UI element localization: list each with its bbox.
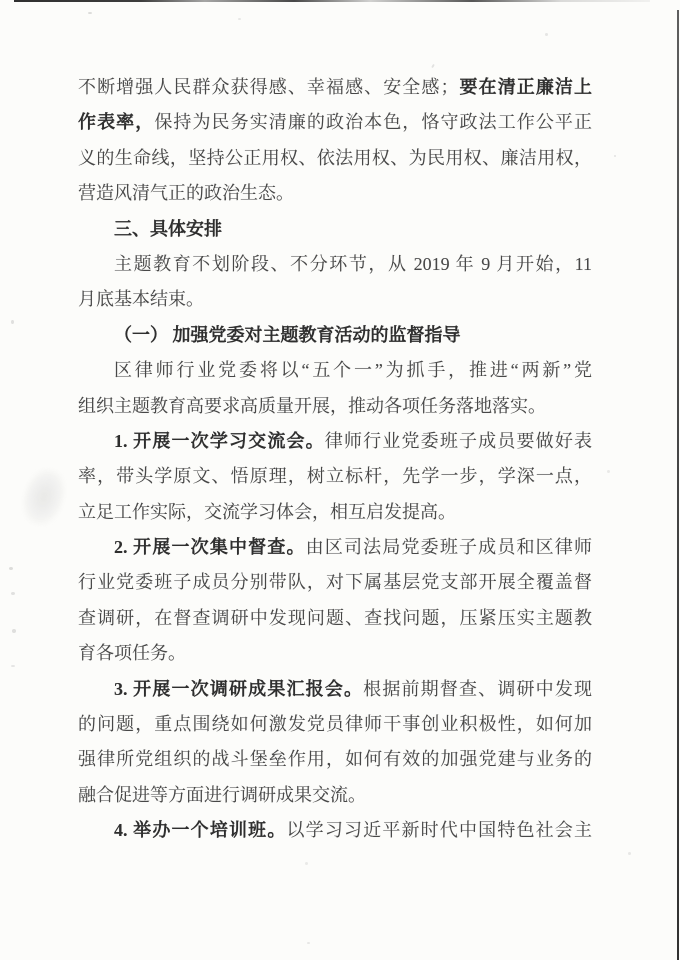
text-line — [78, 742, 592, 777]
scan-speck — [431, 64, 435, 68]
text-run: 行业党委班子成员分别带队，对下属基层党支部开展全覆盖督 — [78, 572, 592, 593]
scan-edge-top-artifact — [14, 0, 650, 2]
text-run: 根据前期督查、调研中发现 — [363, 678, 593, 699]
text-run: 强律所党组织的战斗堡垒作用，如何有效的加强党建与业务的 — [78, 749, 592, 770]
text-run: 义的生命线，坚持公正用权、依法用权、为民用权、廉洁用权， — [78, 147, 592, 168]
text-run: 融合促进等方面进行调研成果交流。 — [78, 784, 366, 805]
text-run: 主题教育不划阶段、不分环节，从 2019 年 9 月开始，11 — [114, 253, 592, 274]
text-run-bold: 要在清正廉洁上 — [458, 77, 593, 97]
text-line — [78, 459, 592, 494]
text-run-bold: 三、具体安排 — [114, 218, 222, 239]
text-run: 由区司法局党委班子成员和区律师 — [305, 537, 593, 558]
text-run: 保持为民务实清廉的政治本色，恪守政法工作公平正 — [154, 112, 593, 133]
text-run: 月底基本结束。 — [78, 289, 204, 310]
scan-smudge — [16, 463, 72, 531]
text-line — [78, 601, 592, 636]
text-run: 立足工作实际，交流学习体会，相互启发提高。 — [78, 501, 456, 522]
text-line — [78, 212, 592, 247]
text-line — [78, 636, 592, 671]
text-line — [78, 141, 592, 176]
text-run: 区律师行业党委将以“五个一”为抓手，推进“两新”党 — [114, 360, 592, 381]
text-run: 不断增强人民群众获得感、幸福感、安全感； — [78, 77, 459, 97]
scan-speck — [238, 18, 241, 20]
scan-speck — [614, 155, 616, 157]
text-line — [78, 389, 592, 424]
text-line — [78, 672, 592, 707]
scan-speck — [88, 12, 92, 14]
text-run: 组织主题教育高要求高质量开展，推动各项任务落地落实。 — [78, 395, 546, 416]
text-run-bold: （一） 加强党委对主题教育活动的监督指导 — [114, 324, 461, 345]
text-run-bold: 3. 开展一次调研成果汇报会。 — [114, 678, 364, 699]
text-line — [78, 70, 592, 105]
text-run: 率，带头学原文、悟原理，树立标杆，先学一步，学深一点， — [78, 466, 592, 487]
text-run: 以学习习近平新时代中国特色社会主 — [286, 820, 592, 841]
text-run-bold: 作表率， — [78, 112, 155, 133]
text-run-bold: 4. 举办一个培训班。 — [114, 820, 287, 841]
text-line — [78, 282, 592, 317]
scan-speck — [11, 320, 14, 324]
text-line — [78, 424, 592, 459]
text-line — [78, 353, 592, 388]
scan-speck — [11, 665, 15, 667]
document-body — [78, 70, 592, 849]
scan-speck — [545, 33, 548, 36]
text-line — [78, 176, 592, 211]
text-run: 查调研，在督查调研中发现问题、查找问题，压紧压实主题教 — [78, 607, 592, 628]
text-line — [78, 778, 592, 813]
text-line — [78, 495, 592, 530]
text-run-bold: 2. 开展一次集中督查。 — [114, 537, 306, 558]
text-run: 育各项任务。 — [78, 643, 186, 664]
scan-speck — [307, 942, 310, 944]
text-line — [78, 707, 592, 742]
scan-speck — [305, 862, 308, 865]
text-line — [78, 247, 592, 282]
scan-speck — [607, 470, 610, 473]
text-line — [78, 813, 592, 848]
scan-speck — [9, 567, 13, 570]
text-run: 的问题，重点围绕如何激发党员律师干事创业积极性，如何加 — [78, 714, 592, 735]
text-run: 律师行业党委班子成员要做好表 — [324, 430, 593, 451]
scan-speck — [11, 592, 15, 595]
scan-speck — [628, 852, 631, 855]
text-run: 营造风清气正的政治生态。 — [78, 183, 294, 204]
text-line — [78, 530, 592, 565]
text-line — [78, 318, 592, 353]
scan-speck — [12, 629, 16, 633]
scan-edge-right-artifact — [677, 10, 679, 960]
text-line — [78, 565, 592, 600]
text-line — [78, 105, 592, 140]
text-run-bold: 1. 开展一次学习交流会。 — [114, 430, 325, 451]
